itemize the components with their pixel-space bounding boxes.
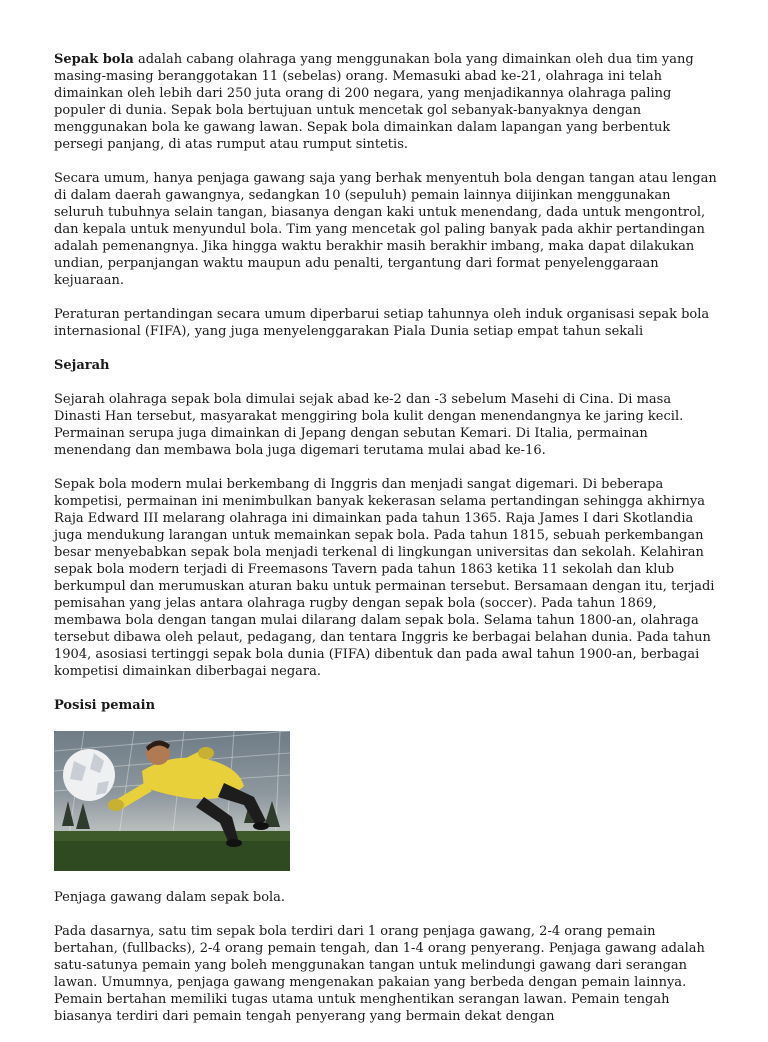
paragraph-rules-hands: Secara umum, hanya penjaga gawang saja yang berhak menyentuh bola dengan tangan atau lengan di dalam daerah gawangnya, sedangkan 10 (sepuluh) pemain lainnya diijinkan menggunakan seluruh tubuhnya selain tangan, biasanya dengan kaki untuk menendang, dada untuk mengontrol, dan kepala untuk menyundul bola. Tim yang mencetak gol paling banyak pada akhir pertandingan adalah pemenangnya. Jika hingga waktu berakhir masih berakhir imbang, maka dapat dilakukan undian, perpanjangan waktu maupun adu penalti, tergantung dari format penyelenggaraan kejuaraan. (54, 171, 717, 288)
paragraph-history-ancient: Sejarah olahraga sepak bola dimulai sejak abad ke-2 dan -3 sebelum Masehi di Cina. Di masa Dinasti Han tersebut, masyarakat menggiring bola kulit dengan menendangnya ke jaring kecil. Permainan serupa juga dimainkan di Jepang dengan sebutan Kemari. Di Italia, permainan menendang dan membawa bola juga digemari terutama mulai abad ke-16. (54, 392, 684, 458)
heading-sejarah: Sejarah (54, 358, 110, 373)
goalkeeper-illustration (54, 731, 290, 871)
goalkeeper-photo (54, 731, 290, 871)
intro-lead-term: Sepak bola (54, 52, 134, 67)
document-body (54, 51, 719, 1042)
paragraph-fifa-rules: Peraturan pertandingan secara umum diperbarui setiap tahunnya oleh induk organisasi sepak bola internasional (FIFA), yang juga menyelenggarakan Piala Dunia setiap empat tahun sekali (54, 307, 710, 339)
paragraph-intro (54, 51, 719, 153)
intro-text: adalah cabang olahraga yang menggunakan bola yang dimainkan oleh dua tim yang masing-masing beranggotakan 11 (sebelas) orang. Memasuki abad ke-21, olahraga ini telah dimainkan oleh lebih dari 250 juta orang di 200 negara, yang menjadikannya olahraga paling populer di dunia. Sepak bola bertujuan untuk mencetak gol sebanyak-banyaknya dengan menggunakan bola ke gawang lawan. Sepak bola dimainkan dalam lapangan yang berbentuk persegi panjang, di atas rumput atau rumput sintetis. (54, 52, 694, 152)
photo-caption: Penjaga gawang dalam sepak bola. (54, 890, 286, 905)
paragraph-history-modern: Sepak bola modern mulai berkembang di Inggris dan menjadi sangat digemari. Di beberapa kompetisi, permainan ini menimbulkan banyak kekerasan selama pertandingan sehingga akhirnya Raja Edward III melarang olahraga ini dimainkan pada tahun 1365. Raja James I dari Skotlandia juga mendukung larangan untuk memainkan sepak bola. Pada tahun 1815, sebuah perkembangan besar menyebabkan sepak bola menjadi terkenal di lingkungan universitas dan sekolah. Kelahiran sepak bola modern terjadi di Freemasons Tavern pada tahun 1863 ketika 11 sekolah dan klub berkumpul dan merumuskan aturan baku untuk permainan tersebut. Bersamaan dengan itu, terjadi pemisahan yang jelas antara olahraga rugby dengan sepak bola (soccer). Pada tahun 1869, membawa bola dengan tangan mulai dilarang dalam sepak bola. Selama tahun 1800-an, olahraga tersebut dibawa oleh pelaut, pedagang, dan tentara Inggris ke berbagai belahan dunia. Pada tahun 1904, asosiasi tertinggi sepak bola dunia (FIFA) dibentuk dan pada awal tahun 1900-an, berbagai kompetisi dimainkan diberbagai negara. (54, 477, 715, 679)
heading-posisi-pemain: Posisi pemain (54, 698, 156, 713)
paragraph-positions: Pada dasarnya, satu tim sepak bola terdiri dari 1 orang penjaga gawang, 2-4 orang pemain bertahan, (fullbacks), 2-4 orang pemain tengah, dan 1-4 orang penyerang. Penjaga gawang adalah satu-satunya pemain yang boleh menggunakan tangan untuk melindungi gawang dari serangan lawan. Umumnya, penjaga gawang mengenakan pakaian yang berbeda dengan pemain lainnya. Pemain bertahan memiliki tugas utama untuk menghentikan serangan lawan. Pemain tengah biasanya terdiri dari pemain tengah penyerang yang bermain dekat dengan (54, 924, 705, 1024)
